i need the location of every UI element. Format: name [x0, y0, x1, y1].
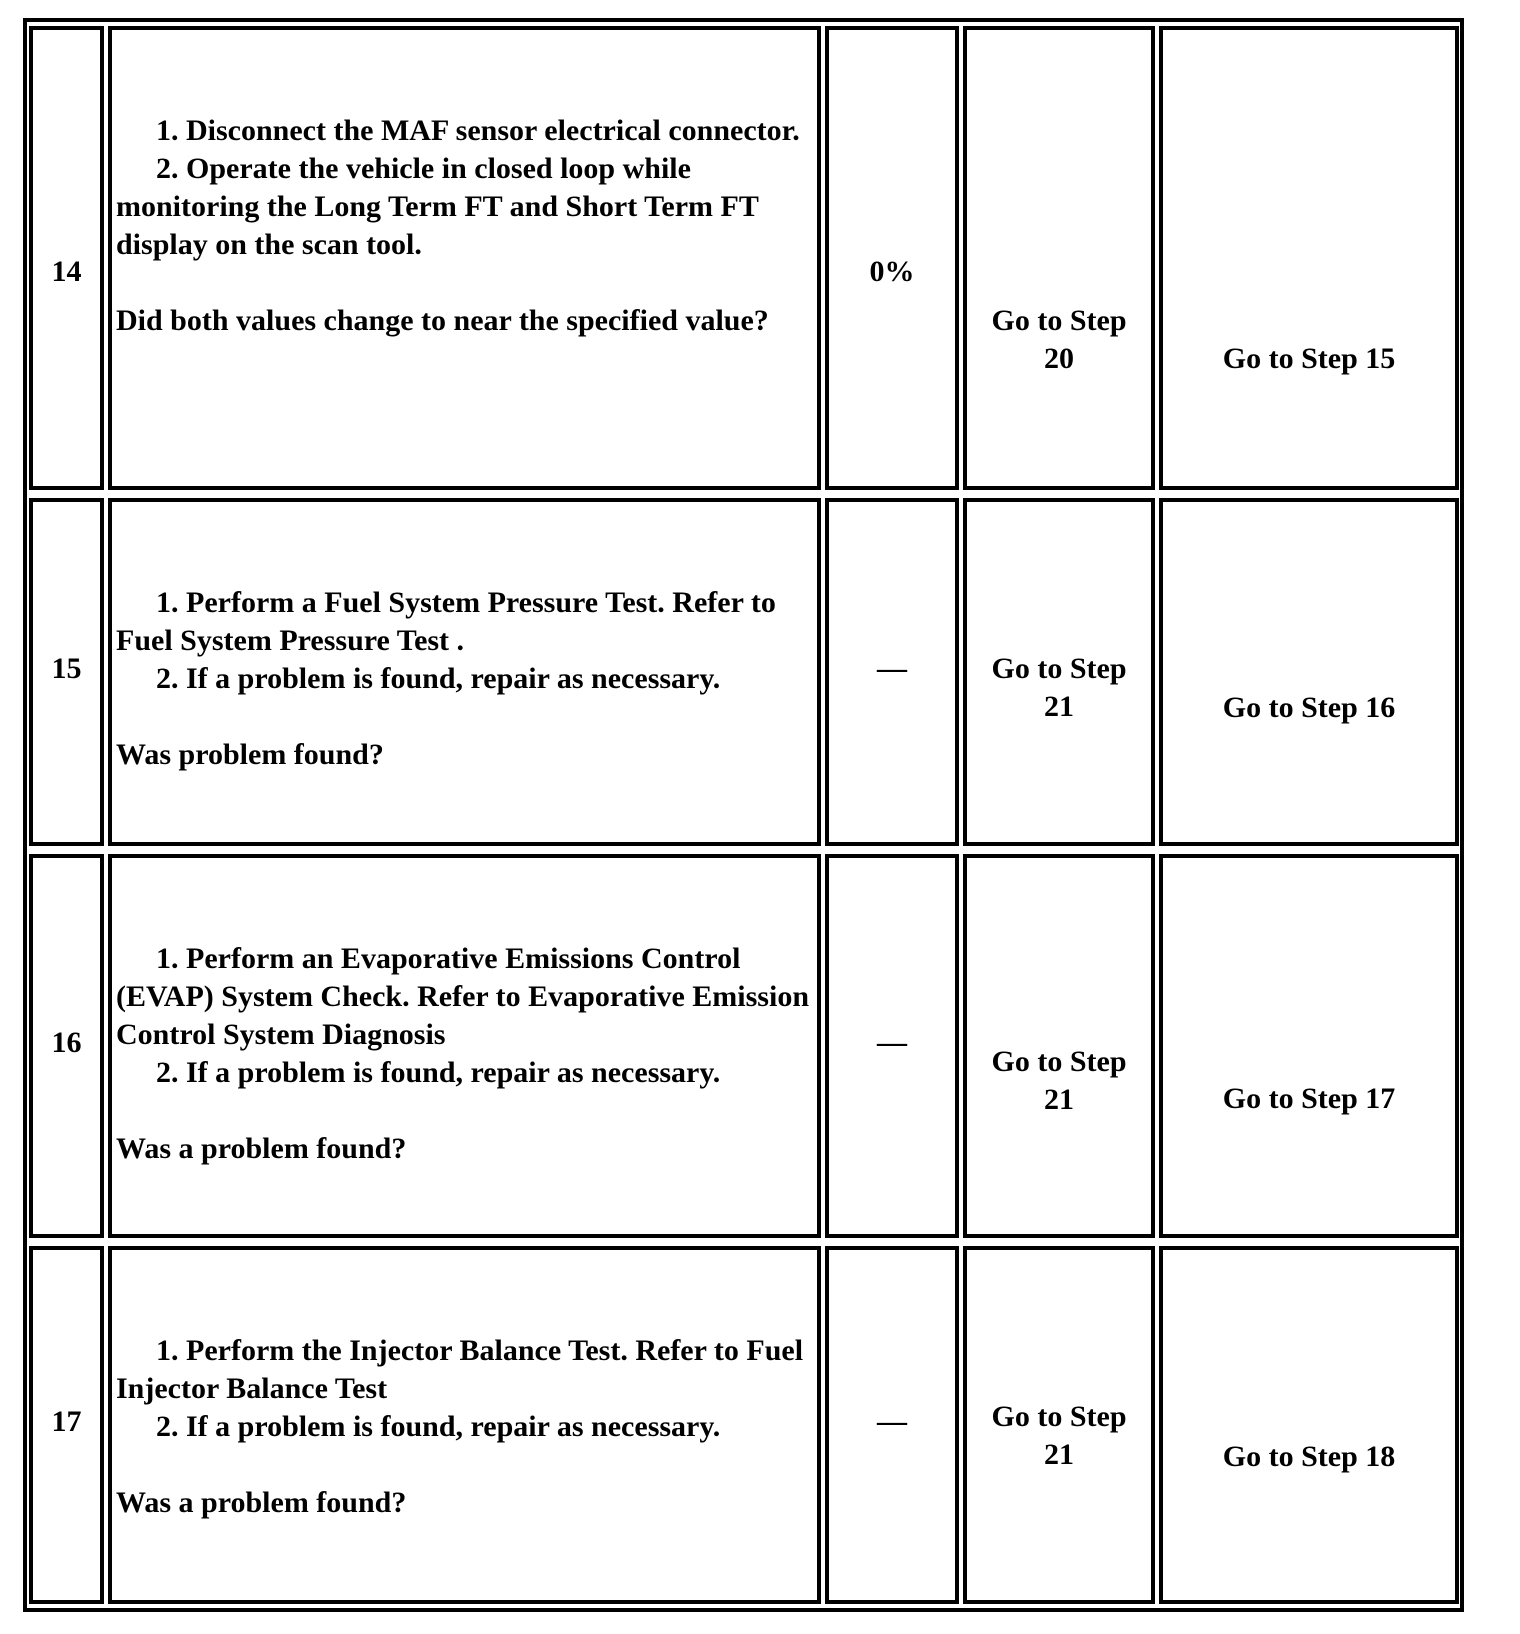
action-step: 2. If a problem is found, repair as necessary. — [156, 662, 721, 695]
value-cell — [825, 498, 959, 846]
value-cell — [825, 26, 959, 490]
no-action: Go to Step 16 — [1222, 691, 1396, 724]
no-action: Go to Step 18 — [1222, 1440, 1396, 1473]
action-cell — [108, 498, 821, 846]
step-number: 15 — [51, 652, 82, 685]
action-question: Was a problem found? — [116, 1132, 407, 1165]
step-number: 14 — [51, 255, 82, 288]
yes-action: Go to Step 21 — [991, 1400, 1127, 1471]
specified-value: — — [877, 1405, 907, 1438]
step-number: 16 — [51, 1026, 82, 1059]
action-question: Did both values change to near the specified value? — [116, 304, 769, 337]
value-cell — [825, 854, 959, 1238]
no-cell — [1159, 26, 1459, 490]
action-step: 1. Disconnect the MAF sensor electrical connector. — [156, 114, 800, 147]
no-action: Go to Step 15 — [1222, 342, 1396, 375]
yes-cell — [963, 854, 1155, 1238]
step-number-cell — [29, 1246, 104, 1604]
specified-value: 0% — [869, 255, 915, 288]
step-number: 17 — [51, 1405, 82, 1438]
action-step: 1. Perform the Injector Balance Test. Refer to Fuel Injector Balance Test — [116, 1334, 804, 1405]
specified-value: — — [877, 652, 907, 685]
action-question: Was problem found? — [116, 738, 384, 771]
yes-cell — [963, 498, 1155, 846]
no-cell — [1159, 498, 1459, 846]
step-number-cell — [29, 26, 104, 490]
action-step: 2. Operate the vehicle in closed loop while monitoring the Long Term FT and Short Term FT display on the scan tool. — [116, 152, 759, 261]
no-action: Go to Step 17 — [1222, 1082, 1396, 1115]
action-step: 1. Perform an Evaporative Emissions Control (EVAP) System Check. Refer to Evaporative Emission Control System Diagnosis — [116, 942, 810, 1051]
yes-cell — [963, 26, 1155, 490]
action-question: Was a problem found? — [116, 1486, 407, 1519]
yes-action: Go to Step 20 — [991, 304, 1127, 375]
action-cell — [108, 1246, 821, 1604]
step-number-cell — [29, 498, 104, 846]
no-cell — [1159, 854, 1459, 1238]
value-cell — [825, 1246, 959, 1604]
yes-action: Go to Step 21 — [991, 1045, 1127, 1116]
yes-cell — [963, 1246, 1155, 1604]
yes-action: Go to Step 21 — [991, 652, 1127, 723]
specified-value: — — [877, 1026, 907, 1059]
action-step: 2. If a problem is found, repair as necessary. — [156, 1410, 721, 1443]
action-cell — [108, 26, 821, 490]
no-cell — [1159, 1246, 1459, 1604]
action-cell — [108, 854, 821, 1238]
step-number-cell — [29, 854, 104, 1238]
action-step: 1. Perform a Fuel System Pressure Test. Refer to Fuel System Pressure Test . — [116, 586, 776, 657]
action-step: 2. If a problem is found, repair as necessary. — [156, 1056, 721, 1089]
